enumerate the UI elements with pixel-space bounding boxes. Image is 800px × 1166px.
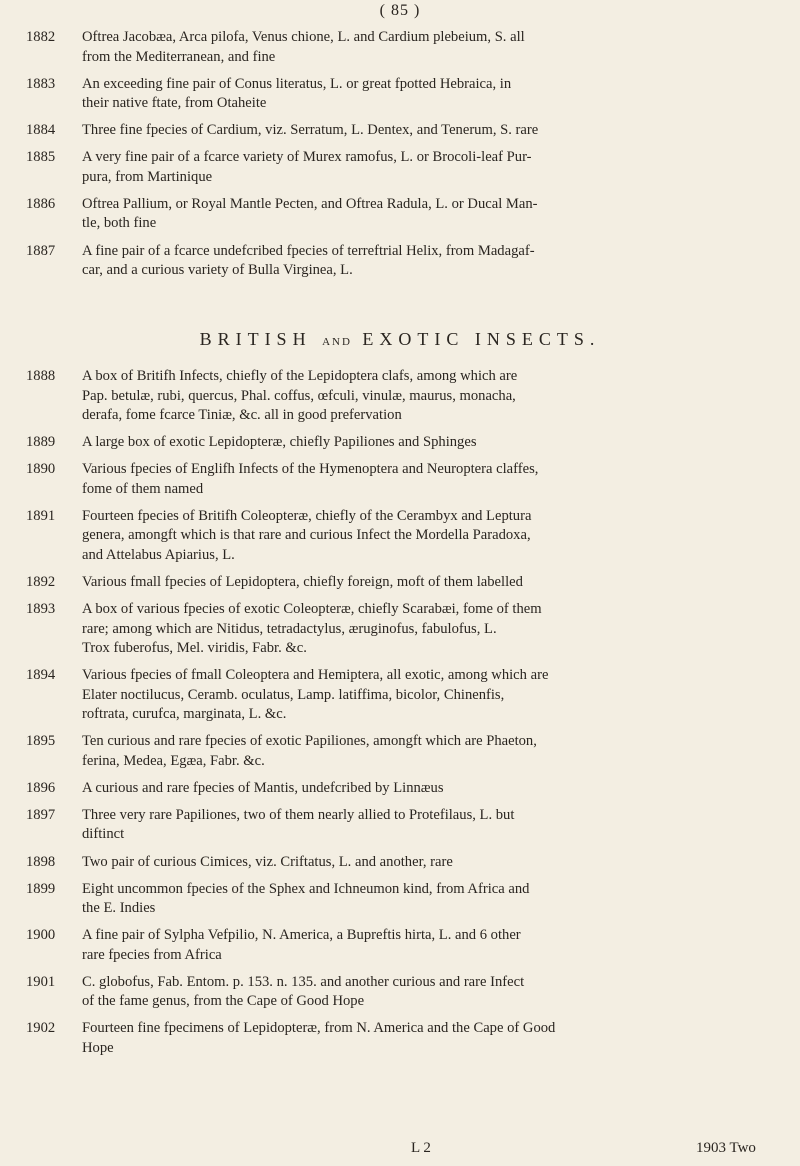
lot-number: 1889: [26, 434, 56, 451]
lot-number: 1885: [26, 149, 56, 166]
lot-number: 1891: [26, 507, 56, 524]
lot-entry: [0, 28, 800, 67]
lot-number: 1883: [26, 75, 56, 92]
heading-british: BRITISH: [199, 329, 312, 349]
lot-description-line: C. globofus, Fab. Entom. p. 153. n. 135. and another curious and rare Infect: [82, 973, 525, 990]
lot-entry: [0, 75, 800, 114]
lot-description-line: pura, from Martinique: [82, 168, 213, 185]
lot-description-line: A very fine pair of a fcarce variety of Murex ramofus, L. or Brocoli-leaf Pur-: [82, 149, 532, 166]
lot-description: [82, 148, 772, 187]
lot-description-line: Elater noctilucus, Ceramb. oculatus, Lamp. latiffima, bicolor, Chinenfis,: [82, 686, 505, 703]
lot-description-line: ferina, Medea, Egæa, Fabr. &c.: [82, 752, 265, 769]
lot-entry: [0, 880, 800, 919]
lot-description: [82, 460, 772, 499]
lot-description-line: Three fine fpecies of Cardium, viz. Serratum, L. Dentex, and Tenerum, S. rare: [82, 122, 539, 139]
lot-description-line: genera, amongft which is that rare and curious Infect the Mordella Paradoxa,: [82, 527, 531, 544]
lot-description: [82, 853, 772, 873]
lot-number: 1902: [26, 1020, 56, 1037]
lot-number: 1886: [26, 195, 56, 212]
lot-entry: [0, 507, 800, 566]
section-heading: [0, 329, 800, 350]
lot-description-line: Pap. betulæ, rubi, quercus, Phal. coffus, œfculi, vinulæ, maurus, monacha,: [82, 387, 516, 404]
lot-number: 1888: [26, 368, 56, 384]
lot-description-line: derafa, fome fcarce Tiniæ, &c. all in good prefervation: [82, 407, 402, 423]
lot-description-line: Oftrea Pallium, or Royal Mantle Pecten, and Oftrea Radula, L. or Ducal Man-: [82, 195, 538, 212]
lot-description: [82, 600, 772, 659]
lot-description-line: Three very rare Papiliones, two of them nearly allied to Protefilaus, L. but: [82, 806, 515, 823]
catchword: 1903 Two: [696, 1140, 756, 1156]
lot-description-line: Trox fuberofus, Mel. viridis, Fabr. &c.: [82, 640, 307, 656]
lot-description-line: Various fmall fpecies of Lepidoptera, chiefly foreign, moft of them labelled: [82, 573, 523, 590]
lot-number: 1901: [26, 973, 56, 990]
lot-description: [82, 666, 772, 725]
lot-description: [82, 779, 772, 799]
lot-number: 1900: [26, 927, 56, 944]
lot-description: [82, 973, 772, 1012]
lot-number: 1893: [26, 601, 56, 617]
lot-entry: [0, 460, 800, 499]
lot-number: 1897: [26, 806, 56, 823]
lot-entry: [0, 666, 800, 725]
lot-number: 1894: [26, 667, 56, 684]
lot-entry: [0, 806, 800, 845]
lot-description-line: A curious and rare fpecies of Mantis, undefcribed by Linnæus: [82, 779, 444, 796]
lot-entry: [0, 1019, 800, 1058]
lot-description-line: Various fpecies of Englifh Infects of the Hymenoptera and Neuroptera claffes,: [82, 461, 539, 478]
lot-entry: [0, 732, 800, 771]
lot-description-line: Ten curious and rare fpecies of exotic Papiliones, amongft which are Phaeton,: [82, 733, 537, 750]
lot-description-line: A fine pair of Sylpha Vefpilio, N. America, a Bupreftis hirta, L. and 6 other: [82, 927, 521, 944]
lot-description: [82, 75, 772, 114]
lot-number: 1899: [26, 880, 56, 897]
lot-description-line: Eight uncommon fpecies of the Sphex and Ichneumon kind, from Africa and: [82, 880, 530, 897]
lot-description-line: Oftrea Jacobæa, Arca pilofa, Venus chione, L. and Cardium plebeium, S. all: [82, 29, 525, 45]
lot-entry: [0, 779, 800, 799]
lot-description-line: rare fpecies from Africa: [82, 946, 222, 963]
lot-number: 1895: [26, 733, 56, 750]
lot-description-line: Hope: [82, 1039, 114, 1056]
heading-exotic-insects: EXOTIC INSECTS.: [362, 329, 601, 349]
lot-entry: [0, 973, 800, 1012]
lot-description-line: A box of Britifh Infects, chiefly of the Lepidoptera clafs, among which are: [82, 368, 518, 384]
lot-description: [82, 195, 772, 234]
lot-description-line: Two pair of curious Cimices, viz. Criftatus, L. and another, rare: [82, 853, 453, 870]
lot-entry: [0, 600, 800, 659]
lot-number: 1892: [26, 573, 56, 590]
lot-entry: [0, 121, 800, 141]
lot-entry: [0, 148, 800, 187]
lot-description-line: car, and a curious variety of Bulla Virginea, L.: [82, 262, 353, 278]
lot-description-line: Various fpecies of fmall Coleoptera and Hemiptera, all exotic, among which are: [82, 667, 549, 684]
lot-description-line: fome of them named: [82, 480, 204, 497]
lot-number: 1882: [26, 29, 56, 45]
lot-description-line: An exceeding fine pair of Conus literatus, L. or great fpotted Hebraica, in: [82, 75, 512, 92]
lot-description: [82, 732, 772, 771]
lot-description-line: Fourteen fine fpecimens of Lepidopteræ, from N. America and the Cape of Good: [82, 1020, 556, 1037]
lot-number: 1890: [26, 461, 56, 478]
lot-number: 1884: [26, 122, 56, 139]
lot-description: [82, 507, 772, 566]
lot-description-line: Fourteen fpecies of Britifh Coleopteræ, chiefly of the Cerambyx and Leptura: [82, 507, 532, 524]
lot-entry: [0, 573, 800, 593]
lot-number: 1898: [26, 853, 56, 870]
page-number: ( 85 ): [379, 2, 421, 19]
heading-and: AND: [322, 336, 352, 348]
lot-description-line: roftrata, curufca, marginata, L. &c.: [82, 706, 287, 723]
lot-description-line: of the fame genus, from the Cape of Good Hope: [82, 993, 365, 1010]
lot-description-line: from the Mediterranean, and fine: [82, 48, 276, 65]
lot-description: [82, 1019, 772, 1058]
lot-description-line: rare; among which are Nitidus, tetradactylus, æruginofus, fabulofus, L.: [82, 620, 497, 637]
lot-description-line: the E. Indies: [82, 900, 156, 917]
lot-description: [82, 28, 772, 67]
lot-description: [82, 573, 772, 593]
lot-description: [82, 121, 772, 141]
lot-description: [82, 880, 772, 919]
lot-number: 1896: [26, 779, 56, 796]
lot-description-line: and Attelabus Apiarius, L.: [82, 546, 235, 563]
signature-mark: L 2: [411, 1140, 431, 1156]
lot-description-line: A large box of exotic Lepidopteræ, chiefly Papiliones and Sphinges: [82, 434, 477, 451]
lot-entry: [0, 433, 800, 453]
lot-description-line: tle, both fine: [82, 215, 157, 232]
lot-description-line: A box of various fpecies of exotic Coleopteræ, chiefly Scarabæi, fome of them: [82, 601, 542, 617]
lot-entry: [0, 367, 800, 426]
lot-description-line: their native ftate, from Otaheite: [82, 95, 267, 112]
lot-description: [82, 926, 772, 965]
lot-entry: [0, 853, 800, 873]
lot-entry: [0, 242, 800, 281]
lot-description-line: diftinct: [82, 826, 125, 843]
lot-description: [82, 806, 772, 845]
lot-description: [82, 242, 772, 281]
lot-number: 1887: [26, 242, 56, 259]
lot-entry: [0, 926, 800, 965]
lot-entry: [0, 195, 800, 234]
lot-description-line: A fine pair of a fcarce undefcribed fpecies of terreftrial Helix, from Madagaf-: [82, 242, 535, 259]
lot-description: [82, 367, 772, 426]
lot-description: [82, 433, 772, 453]
